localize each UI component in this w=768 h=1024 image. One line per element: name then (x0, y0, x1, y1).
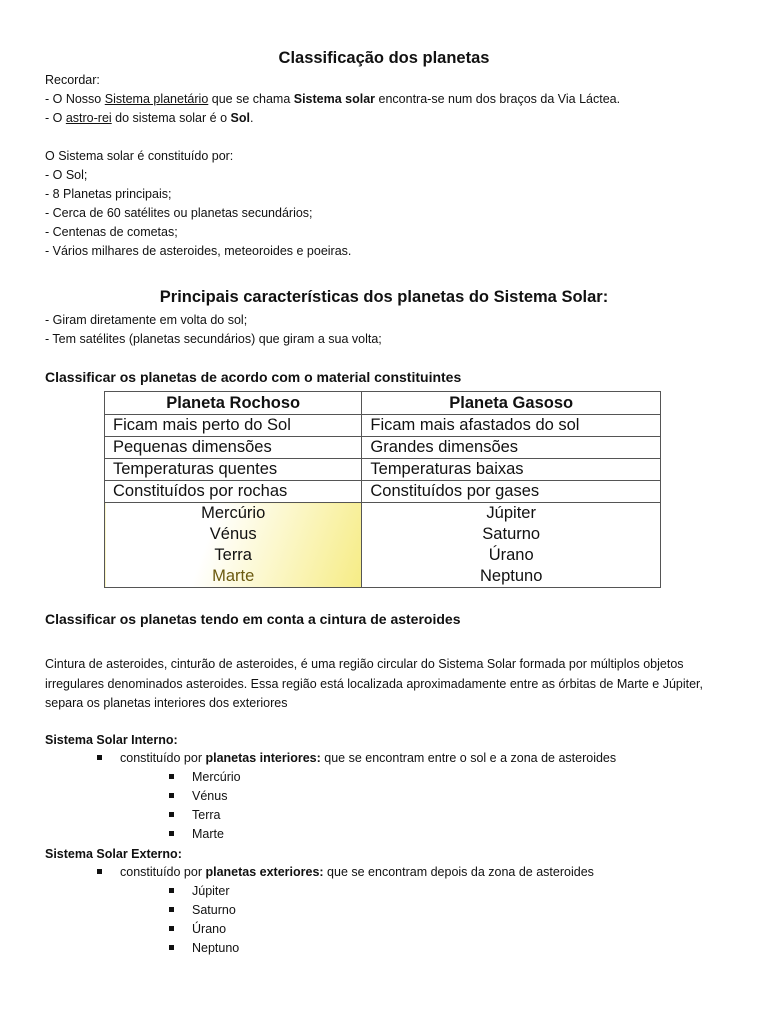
square-bullet-icon (97, 869, 102, 874)
text-segment: encontra-se num dos braços da Via Láctea. (375, 92, 621, 106)
interno-label: Sistema Solar Interno: (45, 733, 178, 747)
list-item (169, 882, 230, 901)
planet-name: Saturno (482, 525, 541, 543)
text-segment: - O Nosso (45, 92, 105, 106)
list-item (169, 768, 241, 787)
text-segment: que se encontram entre o sol e a zona de asteroides (320, 751, 617, 765)
cintura-heading: Classificar os planetas tendo em conta a cintura de asteroides (45, 611, 461, 627)
table-cell: Constituídos por rochas (105, 481, 362, 503)
table-cell: Ficam mais afastados do sol (362, 415, 661, 437)
planet-name: Neptuno (480, 567, 543, 585)
table-cell: Ficam mais perto do Sol (105, 415, 362, 437)
planet-name: Saturno (192, 903, 236, 917)
planet-name: Júpiter (486, 504, 536, 522)
constituido-item: - Cerca de 60 satélites ou planetas secundários; (45, 206, 313, 220)
text-segment: planetas interiores: (205, 751, 321, 765)
planet-name: Terra (214, 546, 252, 564)
square-bullet-icon (169, 888, 174, 893)
square-bullet-icon (169, 812, 174, 817)
table-row (105, 481, 661, 503)
text-segment: que se encontram depois da zona de asteroides (323, 865, 594, 879)
square-bullet-icon (169, 907, 174, 912)
square-bullet-icon (169, 831, 174, 836)
table-cell: Pequenas dimensões (105, 437, 362, 459)
recordar-line-1 (45, 90, 620, 109)
list-item (169, 939, 239, 958)
square-bullet-icon (97, 755, 102, 760)
page-title: Classificação dos planetas (278, 49, 490, 67)
sistema-planetario-term: Sistema planetário (104, 92, 209, 106)
externo-description (97, 863, 594, 882)
constituido-item: - Centenas de cometas; (45, 225, 178, 239)
recordar-line-2 (45, 109, 253, 128)
interno-description (97, 749, 616, 768)
list-item (169, 806, 220, 825)
constituido-item: - O Sol; (45, 168, 88, 182)
planet-name: Mercúrio (201, 504, 266, 522)
list-item (169, 825, 224, 844)
planet-name: Marte (192, 827, 224, 841)
astro-rei-term: astro-rei (65, 111, 112, 125)
text-segment: planetas exteriores: (205, 865, 324, 879)
planet-name: Vénus (209, 525, 257, 543)
constituido-item: - 8 Planetas principais; (45, 187, 172, 201)
list-item (169, 901, 236, 920)
externo-label: Sistema Solar Externo: (45, 847, 182, 861)
header-gasoso: Planeta Gasoso (362, 392, 661, 415)
planet-name: Terra (192, 808, 221, 822)
planet-name: Vénus (192, 789, 228, 803)
square-bullet-icon (169, 945, 174, 950)
planet-name: Júpiter (192, 884, 230, 898)
caracteristica-item: - Tem satélites (planetas secundários) que giram a sua volta; (45, 332, 382, 346)
planet-name: Úrano (192, 922, 227, 936)
planet-name: Neptuno (192, 941, 240, 955)
cintura-paragraph: Cintura de asteroides, cinturão de asteroides, é uma região circular do Sistema Solar formada por múltiplos objetos irregulares denominados asteroides. Essa região está localizada aproximadamente entre as órbitas de Marte e Júpiter, separa os planetas interiores dos exteriores (45, 657, 704, 710)
text-segment: - O (45, 111, 66, 125)
text-segment: constituído por (120, 865, 206, 879)
caracteristicas-heading: Principais características dos planetas do Sistema Solar: (159, 288, 609, 306)
planet-name: Úrano (488, 546, 534, 564)
list-item (169, 920, 226, 939)
recordar-label: Recordar: (45, 73, 100, 87)
square-bullet-icon (169, 774, 174, 779)
table-row (105, 415, 661, 437)
planet-name: Marte (212, 567, 255, 585)
planet-name: Mercúrio (192, 770, 241, 784)
table-planets-row (105, 503, 661, 588)
table-cell: Temperaturas baixas (362, 459, 661, 481)
planet-comparison-table (104, 391, 661, 588)
table-cell: Constituídos por gases (362, 481, 661, 503)
table-header-row (105, 392, 661, 415)
list-item (169, 787, 227, 806)
text-segment: do sistema solar é o (111, 111, 231, 125)
square-bullet-icon (169, 926, 174, 931)
text-segment: que se chama (208, 92, 294, 106)
constituido-label: O Sistema solar é constituído por: (45, 149, 234, 163)
text-segment: constituído por (120, 751, 206, 765)
sol-term: Sol (230, 111, 250, 125)
table-row (105, 459, 661, 481)
caracteristica-item: - Giram diretamente em volta do sol; (45, 313, 248, 327)
material-heading: Classificar os planetas de acordo com o material constituintes (45, 369, 462, 385)
text-segment: . (249, 111, 254, 125)
header-rochoso: Planeta Rochoso (105, 392, 362, 415)
rocky-planets-cell (105, 503, 362, 588)
table-cell: Temperaturas quentes (105, 459, 362, 481)
table-row (105, 437, 661, 459)
square-bullet-icon (169, 793, 174, 798)
sistema-solar-term: Sistema solar (293, 92, 376, 106)
constituido-item: - Vários milhares de asteroides, meteoroides e poeiras. (45, 244, 352, 258)
table-cell: Grandes dimensões (362, 437, 661, 459)
gas-planets-cell (362, 503, 661, 588)
